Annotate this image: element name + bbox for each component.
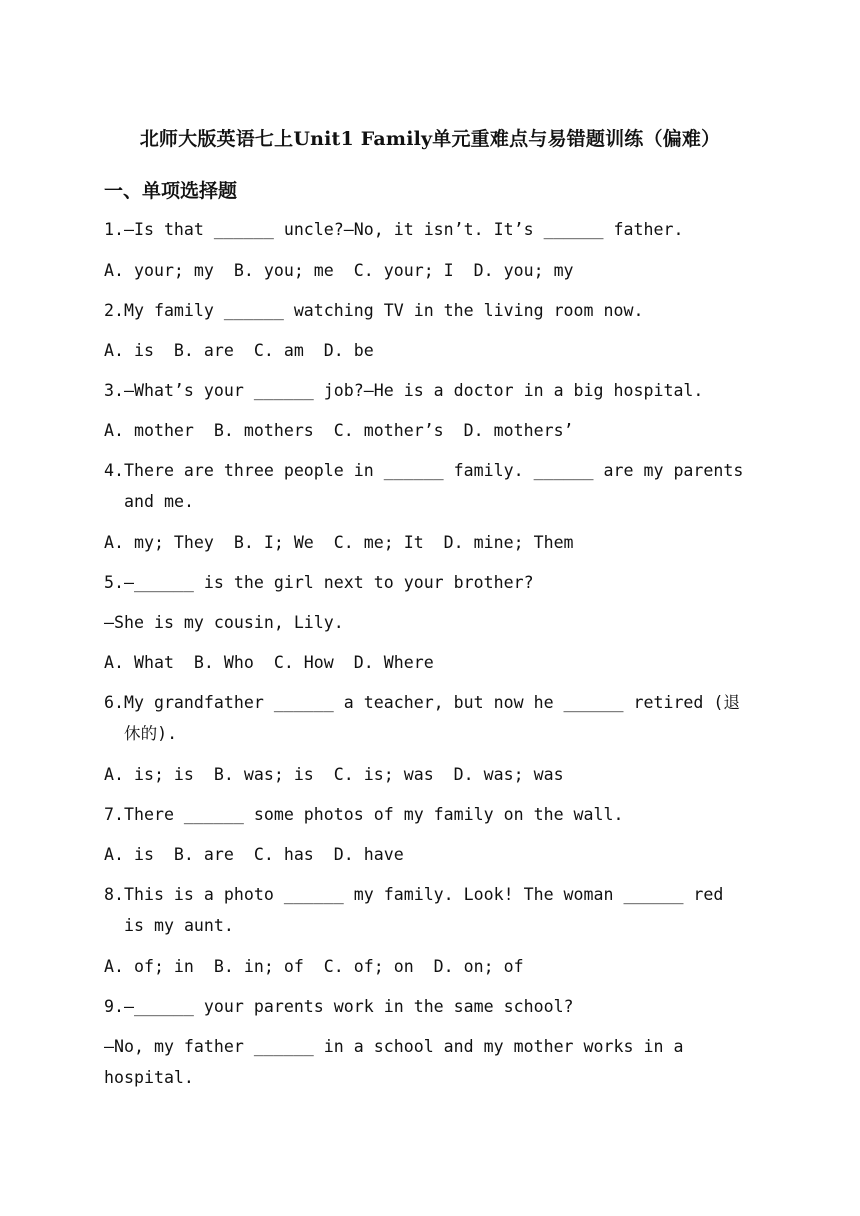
question-1-options: A. your; my B. you; me C. your; I D. you; my bbox=[104, 261, 574, 280]
question-5-answer-line: —She is my cousin, Lily. bbox=[104, 613, 344, 632]
question-9-answer-line: —No, my father ______ in a school and my mother works in a bbox=[104, 1037, 684, 1056]
question-5-options: A. What B. Who C. How D. Where bbox=[104, 653, 434, 672]
question-2: 2.My family ______ watching TV in the living room now. bbox=[104, 301, 644, 320]
question-6-options: A. is; is B. was; is C. is; was D. was; was bbox=[104, 765, 564, 784]
question-5: 5.—______ is the girl next to your brother? bbox=[104, 573, 534, 592]
question-8-continued: is my aunt. bbox=[124, 916, 234, 935]
question-8-options: A. of; in B. in; of C. of; on D. on; of bbox=[104, 957, 524, 976]
question-4-options: A. my; They B. I; We C. me; It D. mine; Them bbox=[104, 533, 574, 552]
question-2-options: A. is B. are C. am D. be bbox=[104, 341, 374, 360]
question-8: 8.This is a photo ______ my family. Look! The woman ______ red bbox=[104, 885, 724, 904]
question-9-continued: hospital. bbox=[104, 1068, 194, 1087]
question-9: 9.—______ your parents work in the same school? bbox=[104, 997, 574, 1016]
question-3: 3.—What’s your ______ job?—He is a doctor in a big hospital. bbox=[104, 381, 704, 400]
section-heading: 一、单项选择题 bbox=[104, 180, 238, 202]
question-7: 7.There ______ some photos of my family on the wall. bbox=[104, 805, 624, 824]
question-6: 6.My grandfather ______ a teacher, but now he ______ retired (退 bbox=[104, 693, 740, 712]
question-3-options: A. mother B. mothers C. mother’s D. mothers’ bbox=[104, 421, 574, 440]
question-7-options: A. is B. are C. has D. have bbox=[104, 845, 404, 864]
question-4: 4.There are three people in ______ family. ______ are my parents bbox=[104, 461, 744, 480]
question-1: 1.—Is that ______ uncle?—No, it isn’t. It’s ______ father. bbox=[104, 220, 684, 239]
question-6-continued: 休的). bbox=[124, 724, 178, 743]
document-title: 北师大版英语七上Unit1 Family单元重难点与易错题训练（偏难） bbox=[139, 128, 721, 150]
question-4-continued: and me. bbox=[124, 492, 194, 511]
